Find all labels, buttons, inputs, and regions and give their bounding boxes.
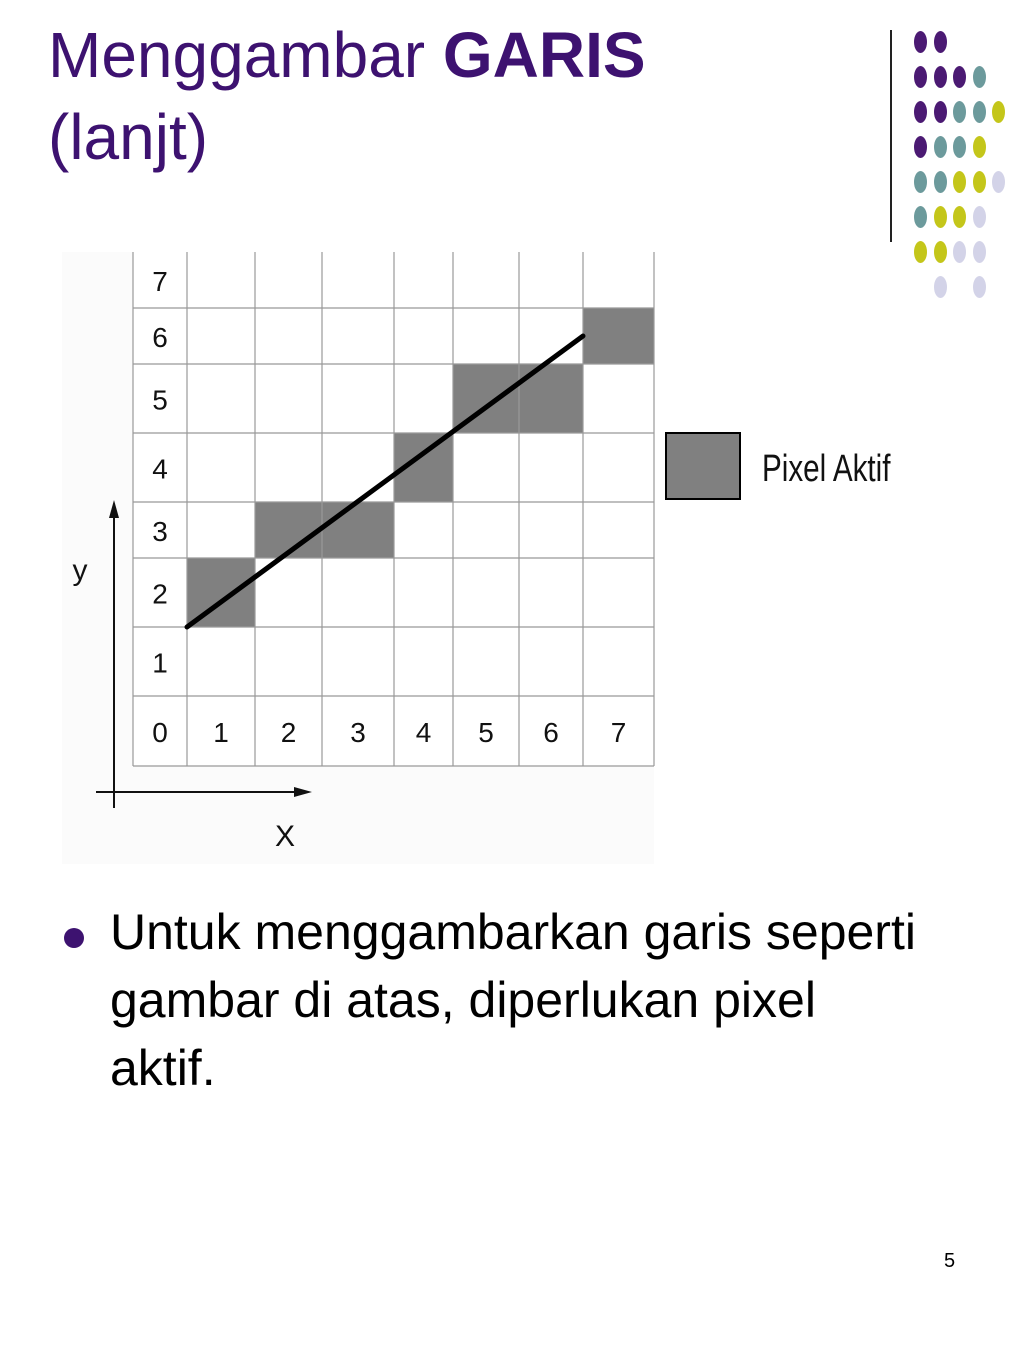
active-pixel bbox=[322, 502, 394, 558]
y-tick-label: 6 bbox=[152, 322, 168, 353]
decorative-dot bbox=[934, 31, 947, 53]
decorative-dot bbox=[973, 276, 986, 298]
y-tick-label: 5 bbox=[152, 384, 168, 416]
legend-label: Pixel Aktif bbox=[762, 448, 891, 490]
bullet-text: Untuk menggambarkan garis seperti gambar di atas, diperlukan pixel aktif. bbox=[110, 904, 916, 1096]
y-tick-label: 7 bbox=[152, 266, 168, 297]
decorative-dot bbox=[934, 101, 947, 123]
decorative-dot bbox=[953, 136, 966, 158]
decorative-dot bbox=[992, 101, 1005, 123]
decorative-dot bbox=[973, 136, 986, 158]
x-tick-label: 2 bbox=[280, 717, 297, 748]
decorative-dot bbox=[914, 31, 927, 53]
grid-svg bbox=[62, 252, 662, 864]
legend-swatch bbox=[665, 432, 741, 500]
y-tick-label: 3 bbox=[152, 516, 168, 547]
decorative-dot bbox=[973, 206, 986, 228]
x-tick-label: 1 bbox=[213, 717, 229, 748]
decorative-dot bbox=[953, 101, 966, 123]
title-normal: Menggambar bbox=[48, 19, 443, 91]
decorative-dot bbox=[934, 206, 947, 228]
decorative-dot bbox=[914, 171, 927, 193]
y-tick-label: 2 bbox=[152, 578, 168, 610]
decorative-dot bbox=[992, 171, 1005, 193]
decorative-dot bbox=[953, 241, 966, 263]
y-tick-label: 1 bbox=[152, 647, 168, 679]
x-tick-label: 7 bbox=[610, 717, 627, 748]
y-axis-label: y bbox=[72, 554, 88, 587]
y-tick-label: 4 bbox=[152, 453, 168, 485]
pixel-grid-diagram bbox=[62, 252, 898, 864]
x-tick-label: 0 bbox=[152, 717, 168, 748]
decorative-dot bbox=[953, 206, 966, 228]
page-number: 5 bbox=[944, 1250, 956, 1272]
decorative-dot bbox=[973, 241, 986, 263]
decorative-dot bbox=[973, 171, 986, 193]
x-tick-label: 4 bbox=[415, 717, 432, 748]
decorative-dot bbox=[934, 136, 947, 158]
decorative-dot bbox=[914, 66, 927, 88]
decorative-dot bbox=[934, 241, 947, 263]
slide-title bbox=[48, 14, 848, 178]
title-bold: GARIS bbox=[442, 19, 646, 91]
active-pixel bbox=[583, 308, 654, 364]
title-line2: (lanjt) bbox=[48, 101, 209, 173]
x-tick-label: 6 bbox=[543, 717, 559, 748]
decorative-dot bbox=[953, 171, 966, 193]
decorative-dot bbox=[914, 206, 927, 228]
decorative-dot bbox=[914, 136, 927, 158]
decorative-dot bbox=[914, 101, 927, 123]
decorative-dot bbox=[973, 66, 986, 88]
decorative-dot bbox=[934, 171, 947, 193]
x-tick-label: 5 bbox=[478, 717, 494, 748]
decorative-dot bbox=[953, 66, 966, 88]
decorative-dot bbox=[914, 241, 927, 263]
x-tick-label: 3 bbox=[350, 717, 366, 748]
decorative-dot bbox=[973, 101, 986, 123]
decorative-dot bbox=[934, 276, 947, 298]
title-divider bbox=[890, 30, 892, 242]
x-axis-label: X bbox=[274, 820, 296, 853]
bullet-icon bbox=[64, 928, 84, 948]
decorative-dot bbox=[934, 66, 947, 88]
